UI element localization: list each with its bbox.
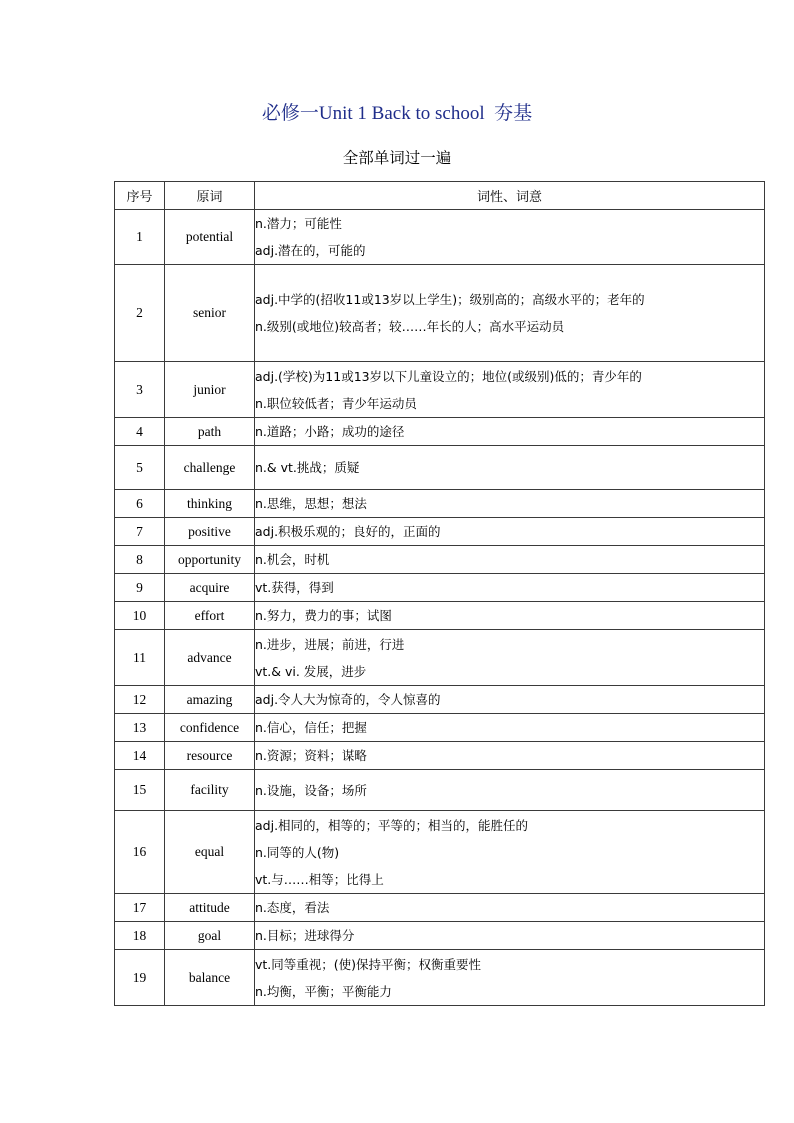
row-number: 14 (115, 742, 165, 770)
table-row (115, 265, 765, 362)
meaning-line: n.机会，时机 (255, 552, 330, 567)
row-word: acquire (165, 574, 255, 602)
meaning-line: n.同等的人(物) (255, 844, 340, 860)
row-word: path (165, 418, 255, 446)
header-meaning: 词性、词意 (255, 182, 765, 210)
row-word: equal (165, 811, 255, 894)
row-meaning (255, 210, 765, 265)
table-row (115, 546, 765, 574)
meaning-line: n.目标；进球得分 (255, 928, 355, 943)
row-number: 12 (115, 686, 165, 714)
meaning-line: adj.(学校)为11或13岁以下儿童设立的；地位(或级别)低的；青少年的 (255, 368, 642, 384)
meaning-line: n.态度，看法 (255, 900, 330, 915)
meaning-line: vt.与……相等；比得上 (255, 871, 384, 887)
header-word: 原词 (165, 182, 255, 210)
row-number: 7 (115, 518, 165, 546)
row-number: 10 (115, 602, 165, 630)
row-number: 16 (115, 811, 165, 894)
row-word: confidence (165, 714, 255, 742)
table-row (115, 922, 765, 950)
row-word: balance (165, 950, 255, 1006)
header-number: 序号 (115, 182, 165, 210)
row-word: potential (165, 210, 255, 265)
row-number: 15 (115, 770, 165, 811)
meaning-line: n.职位较低者；青少年运动员 (255, 395, 417, 411)
row-word: thinking (165, 490, 255, 518)
row-word: goal (165, 922, 255, 950)
table-row (115, 770, 765, 811)
row-number: 9 (115, 574, 165, 602)
row-word: challenge (165, 446, 255, 490)
meaning-line: n.级别(或地位)较高者；较……年长的人；高水平运动员 (255, 319, 565, 334)
row-meaning (255, 950, 765, 1006)
meaning-line: n.设施，设备；场所 (255, 782, 367, 798)
row-number: 3 (115, 362, 165, 418)
meaning-line: n.资源；资料；谋略 (255, 748, 367, 763)
row-number: 19 (115, 950, 165, 1006)
meaning-line: n.& vt.挑战；质疑 (255, 460, 360, 475)
row-number: 13 (115, 714, 165, 742)
row-number: 4 (115, 418, 165, 446)
meaning-line: adj.中学的(招收11或13岁以上学生)；级别高的；高级水平的；老年的 (255, 292, 645, 307)
row-meaning (255, 630, 765, 686)
row-meaning (255, 546, 765, 574)
row-meaning (255, 446, 765, 490)
table-row (115, 210, 765, 265)
row-word: positive (165, 518, 255, 546)
table-row (115, 630, 765, 686)
meaning-line: n.均衡，平衡；平衡能力 (255, 983, 392, 999)
row-meaning (255, 922, 765, 950)
row-meaning (255, 894, 765, 922)
table-row (115, 950, 765, 1006)
row-word: junior (165, 362, 255, 418)
row-number: 1 (115, 210, 165, 265)
table-row (115, 686, 765, 714)
row-word: advance (165, 630, 255, 686)
row-meaning (255, 811, 765, 894)
row-meaning (255, 418, 765, 446)
table-header-row (115, 182, 765, 210)
row-number: 18 (115, 922, 165, 950)
row-word: attitude (165, 894, 255, 922)
row-meaning (255, 490, 765, 518)
meaning-line: adj.潜在的，可能的 (255, 243, 366, 258)
row-meaning (255, 362, 765, 418)
table-row (115, 714, 765, 742)
meaning-line: adj.相同的，相等的；平等的；相当的，能胜任的 (255, 817, 529, 833)
table-row (115, 490, 765, 518)
row-word: facility (165, 770, 255, 811)
meaning-line: n.信心，信任；把握 (255, 720, 367, 735)
table-row (115, 894, 765, 922)
meaning-line: adj.积极乐观的；良好的，正面的 (255, 524, 441, 539)
row-meaning (255, 602, 765, 630)
meaning-line: n.道路；小路；成功的途径 (255, 424, 405, 439)
row-word: effort (165, 602, 255, 630)
table-row (115, 518, 765, 546)
meaning-line: vt.& vi. 发展，进步 (255, 663, 367, 679)
row-word: resource (165, 742, 255, 770)
row-meaning (255, 742, 765, 770)
row-number: 17 (115, 894, 165, 922)
table-row (115, 418, 765, 446)
row-word: senior (165, 265, 255, 362)
row-meaning (255, 686, 765, 714)
row-number: 5 (115, 446, 165, 490)
table-row (115, 811, 765, 894)
row-number: 11 (115, 630, 165, 686)
row-number: 8 (115, 546, 165, 574)
row-meaning (255, 770, 765, 811)
meaning-line: n.进步，进展；前进，行进 (255, 636, 405, 652)
meaning-line: n.努力，费力的事；试图 (255, 608, 392, 623)
table-row (115, 446, 765, 490)
row-number: 6 (115, 490, 165, 518)
vocabulary-table (114, 181, 765, 1006)
document-title: 必修一Unit 1 Back to school 夯基 (261, 103, 533, 124)
table-row (115, 742, 765, 770)
row-word: opportunity (165, 546, 255, 574)
meaning-line: n.思维，思想；想法 (255, 496, 367, 511)
document-subtitle: 全部单词过一遍 (342, 149, 452, 167)
row-word: amazing (165, 686, 255, 714)
table-row (115, 602, 765, 630)
table-row (115, 574, 765, 602)
row-number: 2 (115, 265, 165, 362)
meaning-line: vt.获得，得到 (255, 580, 334, 595)
meaning-line: adj.令人大为惊奇的，令人惊喜的 (255, 692, 441, 707)
row-meaning (255, 265, 765, 362)
row-meaning (255, 574, 765, 602)
meaning-line: vt.同等重视；(使)保持平衡；权衡重要性 (255, 956, 482, 972)
meaning-line: n.潜力；可能性 (255, 216, 342, 231)
row-meaning (255, 518, 765, 546)
row-meaning (255, 714, 765, 742)
table-row (115, 362, 765, 418)
